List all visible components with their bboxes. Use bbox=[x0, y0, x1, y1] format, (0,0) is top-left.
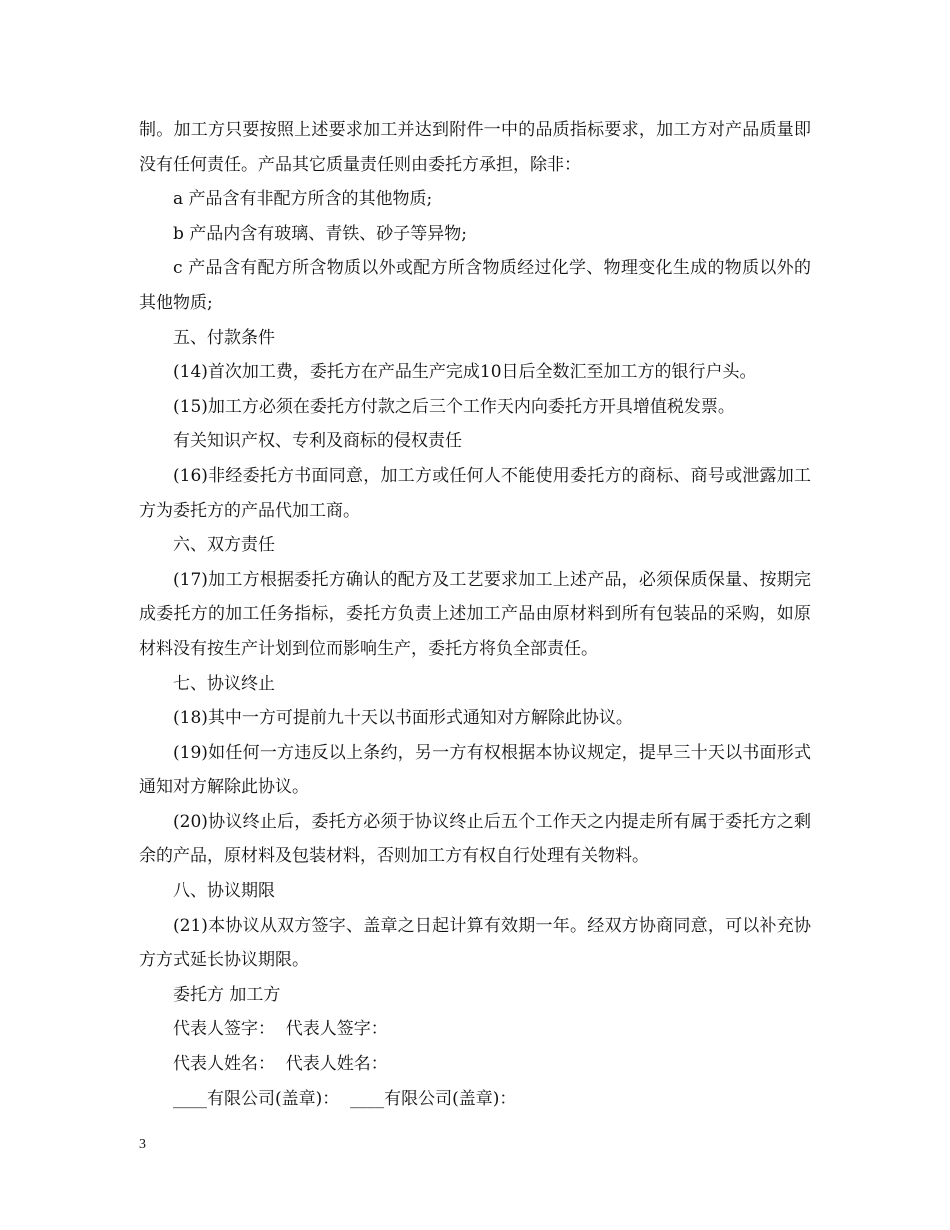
paragraph: c 产品含有配方所含物质以外或配方所含物质经过化学、物理变化生成的物质以外的其他物质; bbox=[139, 258, 811, 313]
paragraph: (21)本协议从双方签字、盖章之日起计算有效期一年。经双方协商同意，可以补充协方方式延长协议期限。 bbox=[139, 915, 811, 971]
paragraph: 代表人签字： 代表人签字： bbox=[173, 1019, 388, 1040]
paragraph: (14)首次加工费，委托方在产品生产完成10日后全数汇至加工方的银行户头。 bbox=[173, 362, 757, 383]
paragraph: (17)加工方根据委托方确认的配方及工艺要求加工上述产品，必须保质保量、按期完成委托方的加工任务指标，委托方负责上述加工产品由原材料到所有包装品的采购，如原材料没有按生产计划到位而影响生产，委托方将负全部责任。 bbox=[139, 569, 811, 659]
paragraph: (20)协议终止后，委托方必须于协议终止后五个工作天之内提走所有属于委托方之剩余的产品，原材料及包装材料，否则加工方有权自行处理有关物料。 bbox=[139, 811, 811, 867]
paragraph: (19)如任何一方违反以上条约，另一方有权根据本协议规定，提早三十天以书面形式通知对方解除此协议。 bbox=[139, 742, 811, 798]
paragraph: (18)其中一方可提前九十天以书面形式通知对方解除此协议。 bbox=[173, 708, 633, 729]
paragraph: 七、协议终止 bbox=[173, 673, 275, 694]
page-number: 3 bbox=[139, 1137, 146, 1152]
paragraph: 六、双方责任 bbox=[173, 535, 275, 556]
paragraph: (16)非经委托方书面同意，加工方或任何人不能使用委托方的商标、商号或泄露加工方为委托方的产品代加工商。 bbox=[139, 465, 811, 521]
paragraph: ____有限公司(盖章)： ____有限公司(盖章)： bbox=[173, 1088, 517, 1109]
paragraph: 制。加工方只要按照上述要求加工并达到附件一中的品质指标要求，加工方对产品质量即没有任何责任。产品其它质量责任则由委托方承担，除非： bbox=[139, 120, 811, 175]
paragraph: 代表人姓名： 代表人姓名： bbox=[173, 1054, 388, 1075]
paragraph: (15)加工方必须在委托方付款之后三个工作天内向委托方开具增值税发票。 bbox=[173, 396, 735, 417]
paragraph: b 产品内含有玻璃、青铁、砂子等异物; bbox=[173, 223, 468, 244]
document-body bbox=[139, 113, 811, 1116]
paragraph: 五、付款条件 bbox=[173, 327, 275, 348]
paragraph: a 产品含有非配方所含的其他物质; bbox=[173, 189, 433, 210]
paragraph: 八、协议期限 bbox=[173, 881, 275, 902]
paragraph: 委托方 加工方 bbox=[173, 984, 281, 1005]
paragraph: 有关知识产权、专利及商标的侵权责任 bbox=[173, 431, 462, 452]
